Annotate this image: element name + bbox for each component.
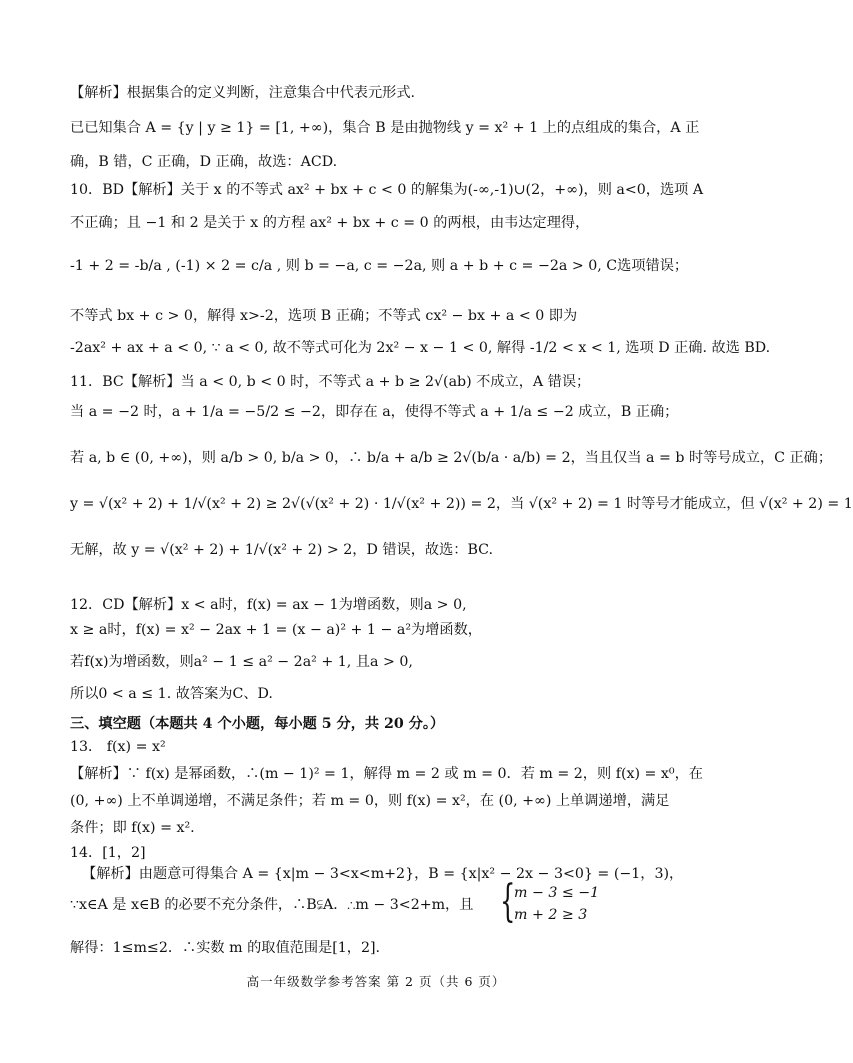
text-line: 14．[1，2] <box>70 845 146 861</box>
text-line: 当 a = −2 时，a + 1/a = −5/2 ≤ −2，即存在 a，使得不等式 a + 1/a ≤ −2 成立，B 正确； <box>70 404 679 420</box>
text-line: 12．CD【解析】x < a时，f(x) = ax − 1为增函数，则a > 0, <box>70 597 467 613</box>
text-line: (0, +∞) 上不单调递增，不满足条件；若 m = 0，则 f(x) = x²，在 (0, +∞) 上单调递增，满足 <box>70 793 670 809</box>
text-line: 11．BC【解析】当 a < 0, b < 0 时，不等式 a + b ≥ 2√(ab) 不成立，A 错误； <box>70 374 591 390</box>
text-line: 13． f(x) = x² <box>70 739 166 755</box>
text-line: ∵x∈A 是 x∈B 的必要不充分条件，∴B⫋A．∴m − 3<2+m，且 <box>70 897 474 913</box>
text-line: 若 a, b ∈ (0, +∞)，则 a/b > 0, b/a > 0，∴ b/a + a/b ≥ 2√(b/a · a/b) = 2，当且仅当 a = b 时等号成立，C 正确； <box>70 450 833 466</box>
text-line: x ≥ a时，f(x) = x² − 2ax + 1 = (x − a)² + 1 − a²为增函数， <box>70 622 482 638</box>
text-line: 三、填空题（本题共 4 个小题，每小题 5 分，共 20 分。） <box>70 716 445 732</box>
text-line: 所以0 < a ≤ 1. 故答案为C、D. <box>70 686 273 702</box>
text-line: 确，B 错，C 正确，D 正确，故选：ACD. <box>70 154 338 170</box>
text-line: 已已知集合 A = {y | y ≥ 1} = [1, +∞)，集合 B 是由抛物线 y = x² + 1 上的点组成的集合，A 正 <box>70 120 700 136</box>
text-line: 无解，故 y = √(x² + 2) + 1/√(x² + 2) > 2，D 错误，故选：BC. <box>70 542 494 558</box>
text-line: 不等式 bx + c > 0，解得 x>-2，选项 B 正确；不等式 cx² − bx + a < 0 即为 <box>70 308 578 324</box>
page-footer: 高一年级数学参考答案 第 2 页（共 6 页） <box>246 974 506 989</box>
text-line: 【解析】根据集合的定义判断，注意集合中代表元形式. <box>70 85 416 101</box>
text-line: -2ax² + ax + a < 0, ∵ a < 0, 故不等式可化为 2x² − x − 1 < 0, 解得 -1/2 < x < 1, 选项 D 正确. 故选 BD. <box>70 340 771 356</box>
text-line: y = √(x² + 2) + 1/√(x² + 2) ≥ 2√(√(x² + 2) · 1/√(x² + 2)) = 2，当 √(x² + 2) = 1 时等号才能成立，但 √(x² + 2) = 1 <box>70 496 853 512</box>
text-line: 【解析】由题意可得集合 A = {x|m − 3<x<m+2}，B = {x|x² − 2x − 3<0} = (−1，3)， <box>82 866 684 882</box>
text-line: 不正确；且 −1 和 2 是关于 x 的方程 ax² + bx + c = 0 的两根，由韦达定理得， <box>70 215 590 231</box>
text-line: 10．BD【解析】关于 x 的不等式 ax² + bx + c < 0 的解集为(-∞,-1)∪(2，+∞)，则 a<0，选项 A <box>70 182 704 198</box>
system-row-2: m + 2 ≥ 3 <box>514 907 588 923</box>
inequality-system <box>500 876 600 929</box>
text-line: 【解析】∵ f(x) 是幂函数，∴(m − 1)² = 1，解得 m = 2 或 m = 0．若 m = 2，则 f(x) = x⁰，在 <box>70 766 703 782</box>
left-brace: { <box>500 876 516 927</box>
text-line: -1 + 2 = -b/a , (-1) × 2 = c/a , 则 b = −a, c = −2a, 则 a + b + c = −2a > 0, C选项错误； <box>70 258 689 274</box>
text-line: 条件；即 f(x) = x². <box>70 820 195 836</box>
system-row-1: m − 3 ≤ −1 <box>514 885 600 901</box>
text-line: 解得：1≤m≤2．∴实数 m 的取值范围是[1，2]. <box>70 940 381 956</box>
text-line: 若f(x)为增函数，则a² − 1 ≤ a² − 2a² + 1, 且a > 0, <box>70 654 413 670</box>
